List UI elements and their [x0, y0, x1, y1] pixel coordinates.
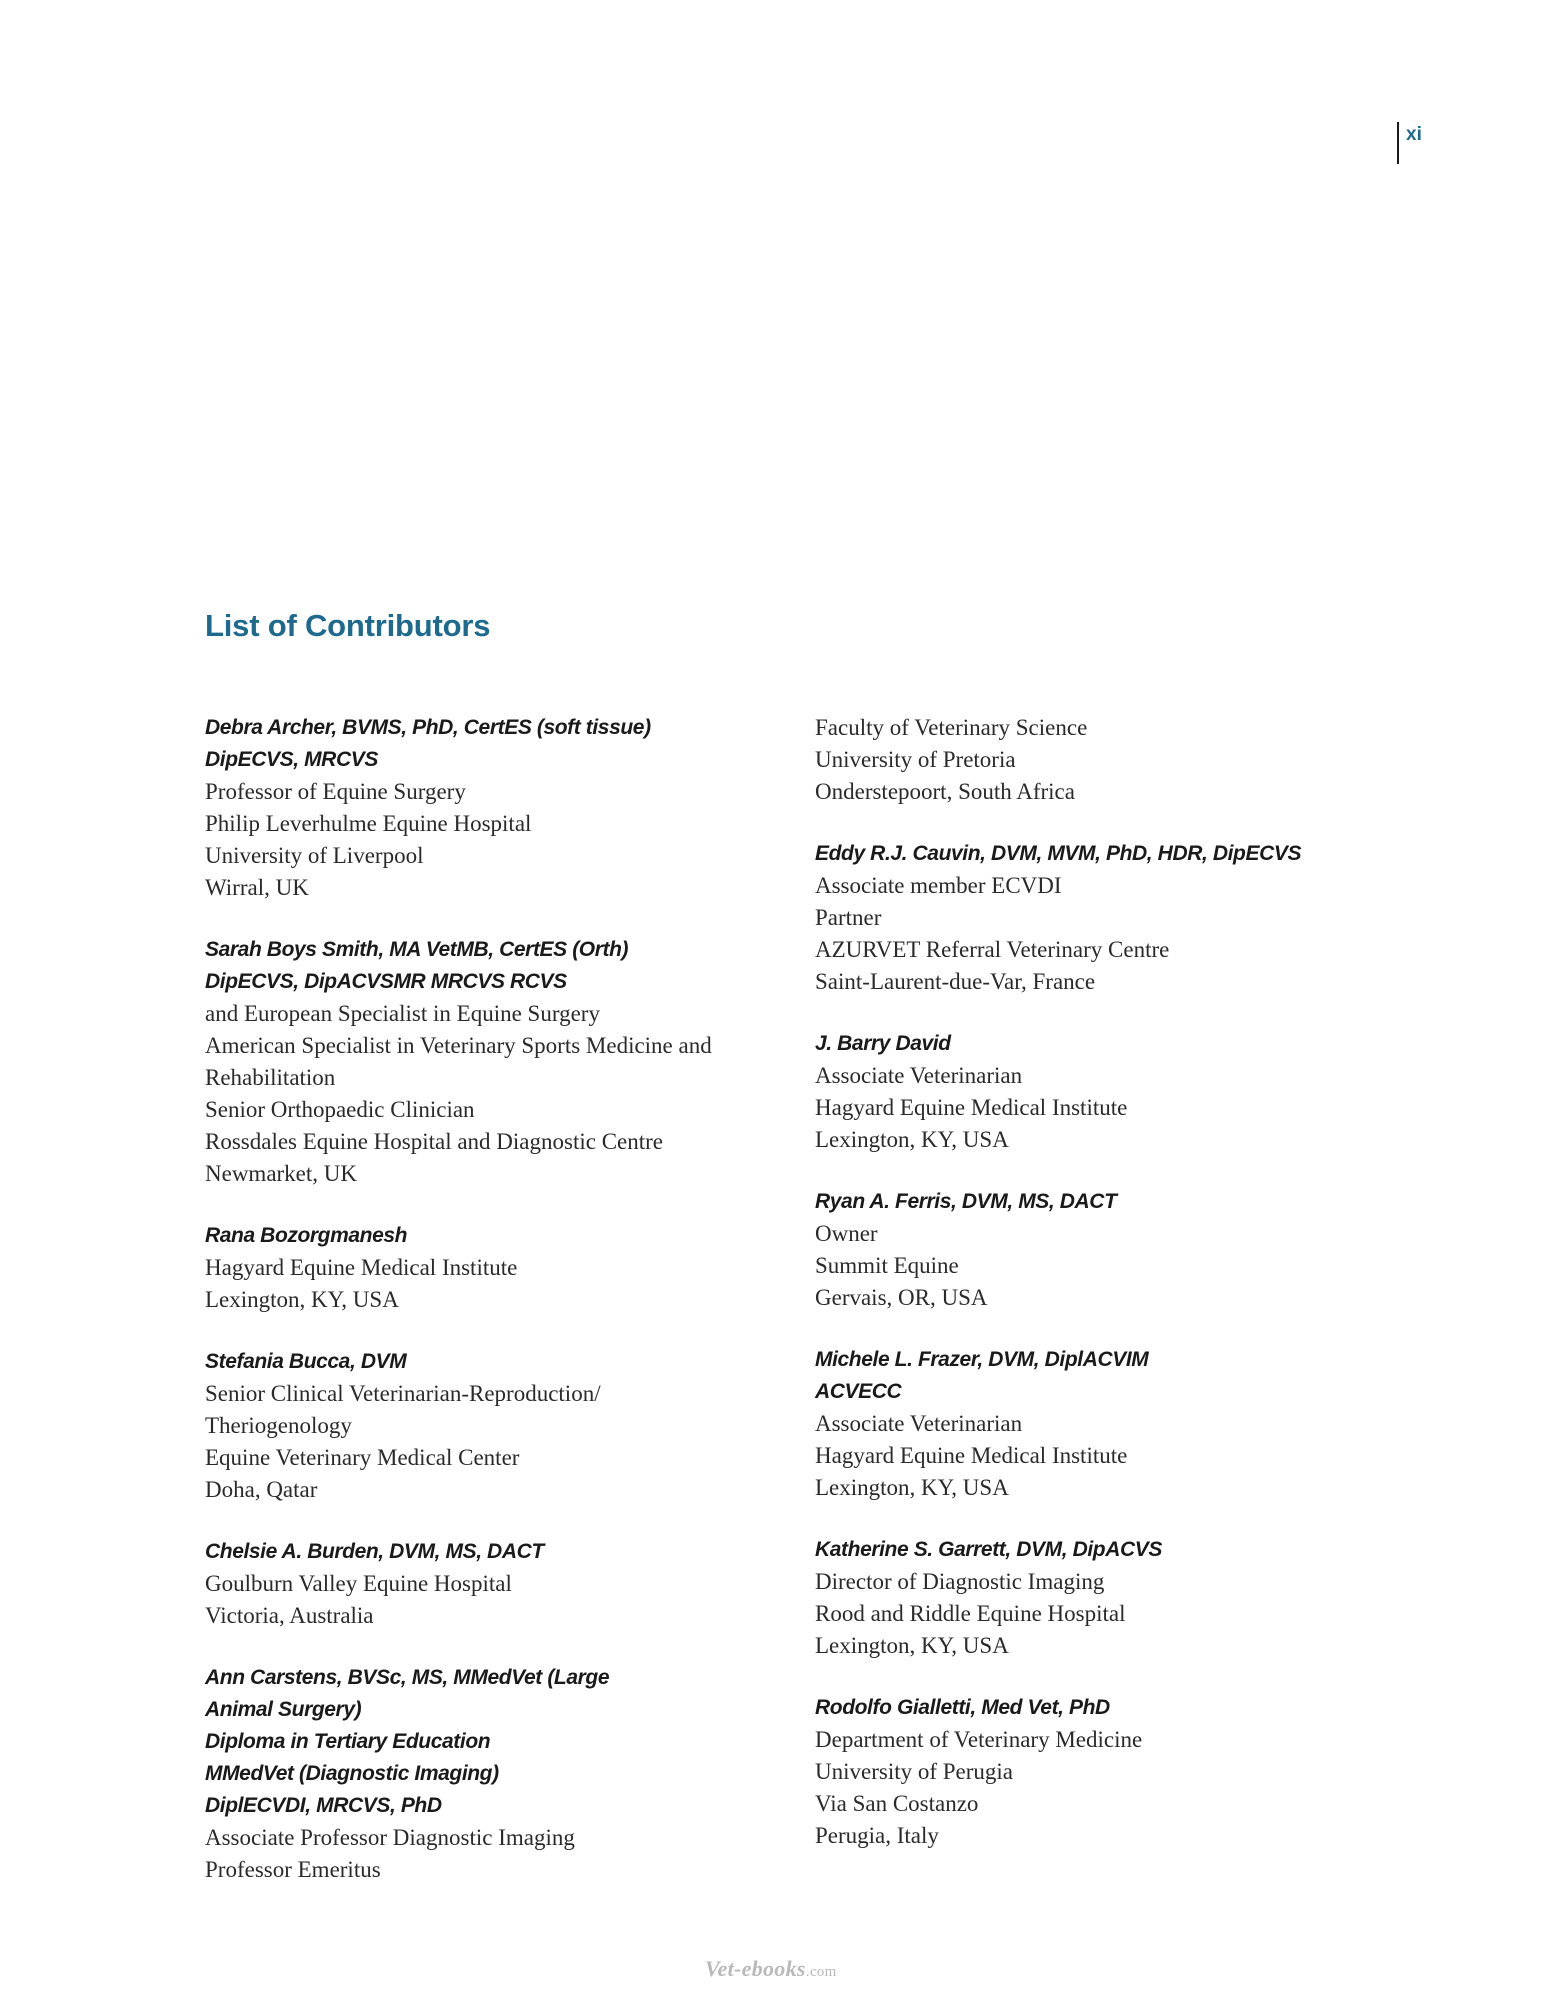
contributor-name: Michele L. Frazer, DVM, DiplACVIM [815, 1348, 1149, 1371]
contributor-affiliation: University of Liverpool [205, 843, 424, 868]
contributor-affiliation: American Specialist in Veterinary Sports Medicine and [205, 1033, 712, 1058]
contributor-affiliation: Via San Costanzo [815, 1791, 979, 1816]
contributor-entry [815, 1534, 1375, 1662]
contributor-affiliation: Lexington, KY, USA [815, 1127, 1009, 1152]
contributor-affiliation: Rood and Riddle Equine Hospital [815, 1601, 1126, 1626]
contributor-affiliation: Department of Veterinary Medicine [815, 1727, 1143, 1752]
watermark-logo [705, 1956, 837, 1982]
contributor-name: MMedVet (Diagnostic Imaging) [205, 1762, 499, 1785]
contributor-affiliation: Victoria, Australia [205, 1603, 374, 1628]
contributor-affiliation: Onderstepoort, South Africa [815, 779, 1075, 804]
contributor-affiliation: Summit Equine [815, 1253, 959, 1278]
contributor-affiliation: Rossdales Equine Hospital and Diagnostic Centre [205, 1129, 664, 1154]
contributor-affiliation: AZURVET Referral Veterinary Centre [815, 937, 1170, 962]
contributor-name: Eddy R.J. Cauvin, DVM, MVM, PhD, HDR, DipECVS [815, 842, 1302, 865]
contributor-affiliation: and European Specialist in Equine Surgery [205, 1001, 600, 1026]
contributor-affiliation: Doha, Qatar [205, 1477, 318, 1502]
contributor-entry [815, 1186, 1375, 1314]
contributor-entry [815, 838, 1375, 998]
contributor-affiliation: Rehabilitation [205, 1065, 336, 1090]
contributor-affiliation: Lexington, KY, USA [815, 1475, 1009, 1500]
contributor-entry [815, 1692, 1375, 1852]
contributor-name: Animal Surgery) [205, 1698, 362, 1721]
contributor-name: DipECVS, DipACVSMR MRCVS RCVS [205, 970, 567, 993]
contributor-name: Chelsie A. Burden, DVM, MS, DACT [205, 1540, 544, 1563]
contributor-name: Stefania Bucca, DVM [205, 1350, 407, 1373]
contributor-affiliation: Associate Veterinarian [815, 1411, 1023, 1436]
contributor-name: Debra Archer, BVMS, PhD, CertES (soft tissue) [205, 716, 651, 739]
contributor-name: ACVECC [815, 1380, 902, 1403]
contributor-name: Ann Carstens, BVSc, MS, MMedVet (Large [205, 1666, 610, 1689]
contributor-entry [815, 1344, 1375, 1504]
contributor-affiliation: Associate Veterinarian [815, 1063, 1023, 1088]
contributor-affiliation: Senior Clinical Veterinarian-Reproduction/ [205, 1381, 601, 1406]
contributor-affiliation: Gervais, OR, USA [815, 1285, 988, 1310]
contributor-affiliation: Wirral, UK [205, 875, 309, 900]
contributor-name: J. Barry David [815, 1032, 951, 1055]
contributor-affiliation: University of Perugia [815, 1759, 1014, 1784]
contributors-right-column [815, 712, 1375, 1882]
contributor-name: Katherine S. Garrett, DVM, DipACVS [815, 1538, 1162, 1561]
contributor-entry [815, 712, 1375, 808]
contributor-affiliation: Associate Professor Diagnostic Imaging [205, 1825, 575, 1850]
contributor-name: Rana Bozorgmanesh [205, 1224, 408, 1247]
contributor-affiliation: Lexington, KY, USA [205, 1287, 399, 1312]
contributor-affiliation: Philip Leverhulme Equine Hospital [205, 811, 532, 836]
contributor-entry [205, 934, 785, 1190]
contributor-entry [205, 1220, 785, 1316]
contributor-affiliation: Theriogenology [205, 1413, 352, 1438]
contributor-affiliation: Lexington, KY, USA [815, 1633, 1009, 1658]
contributor-affiliation: Saint-Laurent-due-Var, France [815, 969, 1096, 994]
contributor-affiliation: Equine Veterinary Medical Center [205, 1445, 520, 1470]
page-number: xi [1406, 124, 1422, 145]
contributor-name: Rodolfo Gialletti, Med Vet, PhD [815, 1696, 1110, 1719]
contributor-name: Ryan A. Ferris, DVM, MS, DACT [815, 1190, 1117, 1213]
contributor-affiliation: Hagyard Equine Medical Institute [815, 1443, 1128, 1468]
watermark-suffix: .com [805, 1964, 837, 1980]
page-title: List of Contributors [205, 608, 491, 643]
contributor-affiliation: Faculty of Veterinary Science [815, 715, 1088, 740]
contributor-entry [205, 1536, 785, 1632]
contributor-affiliation: University of Pretoria [815, 747, 1016, 772]
contributor-affiliation: Senior Orthopaedic Clinician [205, 1097, 475, 1122]
contributor-affiliation: Newmarket, UK [205, 1161, 358, 1186]
contributor-affiliation: Goulburn Valley Equine Hospital [205, 1571, 512, 1596]
contributor-affiliation: Perugia, Italy [815, 1823, 939, 1848]
contributor-affiliation: Partner [815, 905, 882, 930]
contributor-affiliation: Hagyard Equine Medical Institute [205, 1255, 518, 1280]
contributors-left-column [205, 712, 785, 1916]
contributor-name: Sarah Boys Smith, MA VetMB, CertES (Orth) [205, 938, 629, 961]
contributor-name: DiplECVDI, MRCVS, PhD [205, 1794, 442, 1817]
contributor-name: DipECVS, MRCVS [205, 748, 378, 771]
contributor-affiliation: Associate member ECVDI [815, 873, 1062, 898]
contributor-affiliation: Professor of Equine Surgery [205, 779, 466, 804]
contributor-entry [815, 1028, 1375, 1156]
page-number-rule [1397, 122, 1399, 164]
contributor-name: Diploma in Tertiary Education [205, 1730, 491, 1753]
contributor-affiliation: Hagyard Equine Medical Institute [815, 1095, 1128, 1120]
contributor-entry [205, 1346, 785, 1506]
contributor-affiliation: Owner [815, 1221, 878, 1246]
contributor-affiliation: Professor Emeritus [205, 1857, 381, 1882]
contributor-affiliation: Director of Diagnostic Imaging [815, 1569, 1105, 1594]
contributor-entry [205, 712, 785, 904]
contributor-entry [205, 1662, 785, 1886]
watermark-text: Vet-ebooks [705, 1956, 806, 1981]
